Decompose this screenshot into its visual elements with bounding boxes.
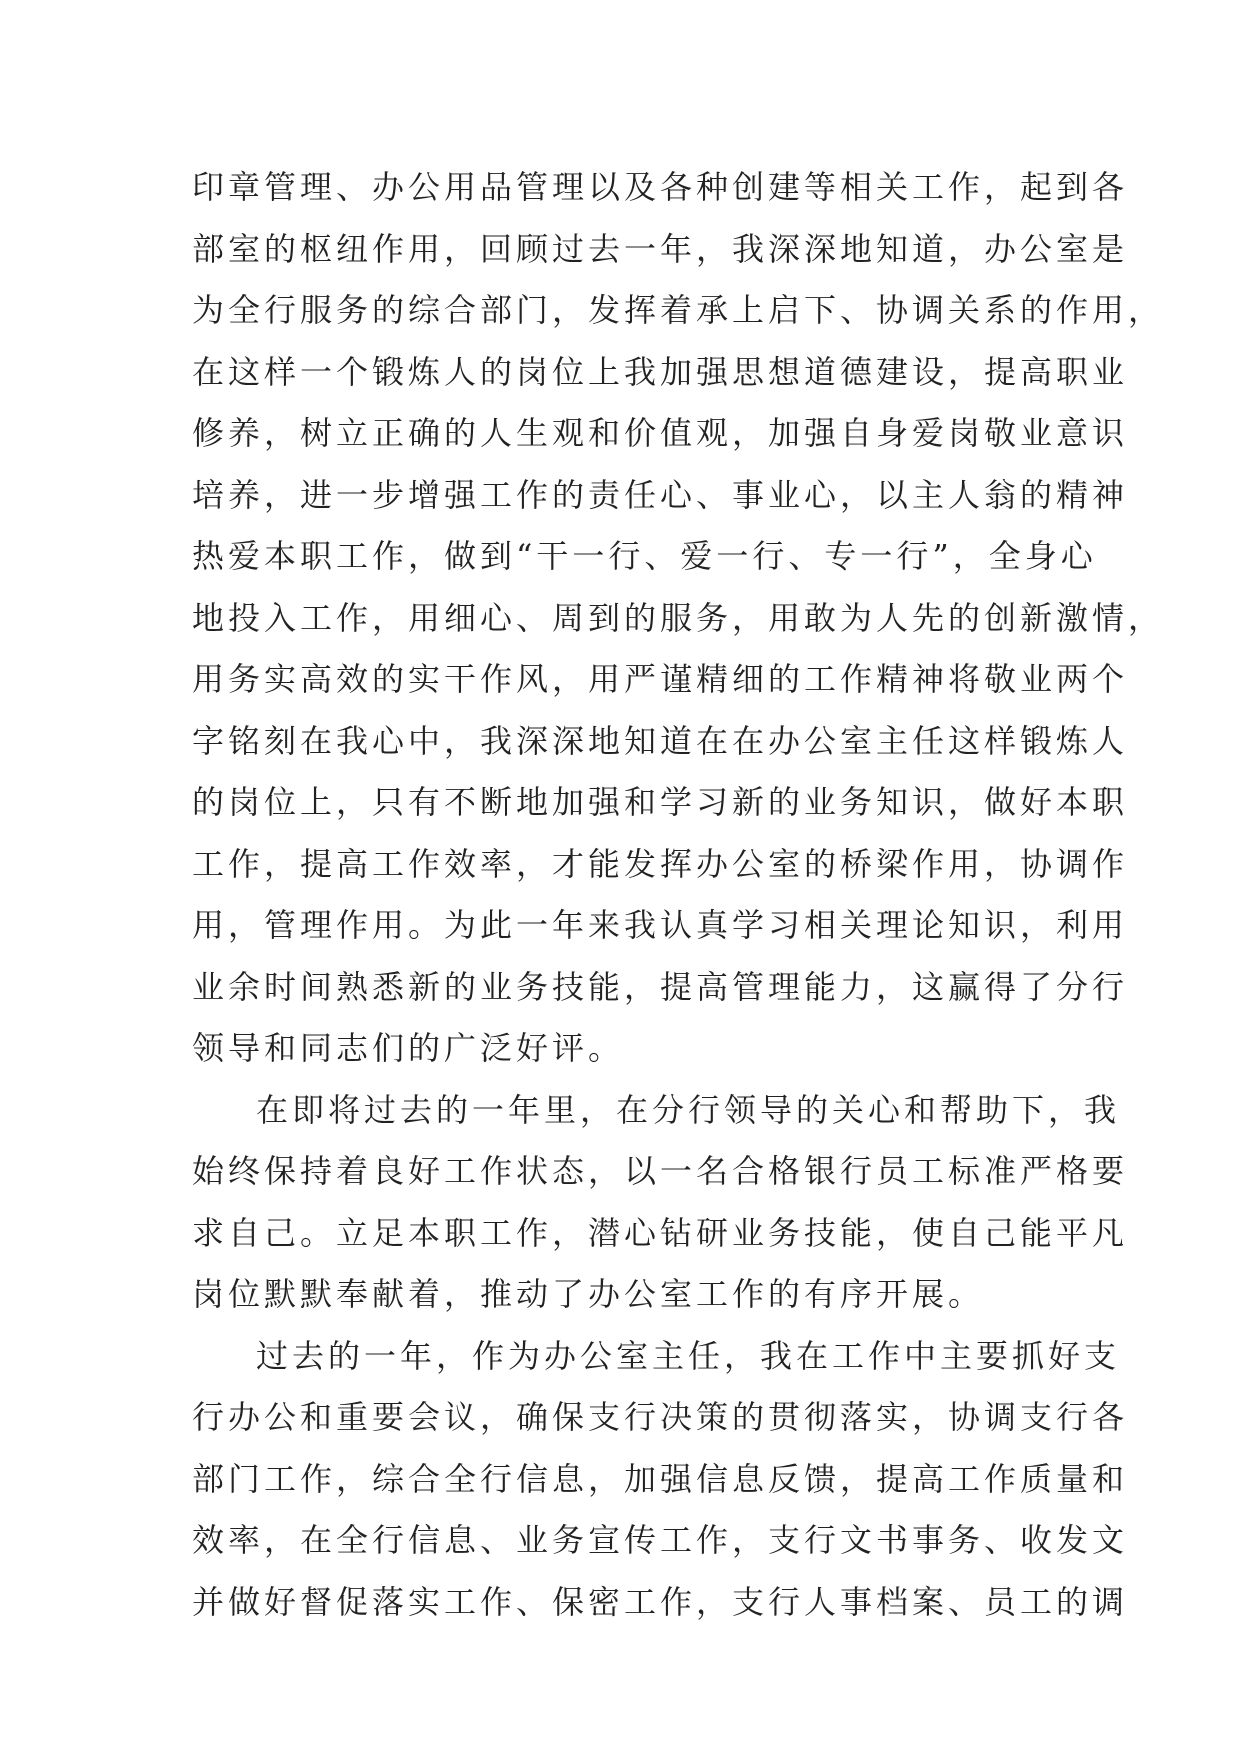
text-line: 岗位默默奉献着，推动了办公室工作的有序开展。 bbox=[192, 1275, 985, 1313]
text-line: 字铭刻在我心中，我深深地知道在在办公室主任这样锻炼人 bbox=[192, 721, 1129, 760]
text-line: 印章管理、办公用品管理以及各种创建等相关工作，起到各 bbox=[192, 168, 1129, 206]
paragraph-first-line: 在即将过去的一年里，在分行领导的关心和帮助下，我 bbox=[256, 1090, 1121, 1129]
text-line: 用，管理作用。为此一年来我认真学习相关理论知识，利用 bbox=[192, 906, 1129, 944]
text-line: 在这样一个锻炼人的岗位上我加强思想道德建设，提高职业 bbox=[192, 352, 1129, 391]
text-line: 行办公和重要会议，确保支行决策的贯彻落实，协调支行各 bbox=[192, 1398, 1129, 1436]
text-line: 求自己。立足本职工作，潜心钻研业务技能，使自己能平凡 bbox=[192, 1213, 1129, 1252]
paragraph-first-line: 过去的一年，作为办公室主任，我在工作中主要抓好支 bbox=[256, 1336, 1121, 1375]
text-line: 为全行服务的综合部门，发挥着承上启下、协调关系的作用， bbox=[192, 291, 1165, 329]
text-line: 业余时间熟悉新的业务技能，提高管理能力，这赢得了分行 bbox=[192, 967, 1129, 1006]
text-line: 修养，树立正确的人生观和价值观，加强自身爱岗敬业意识 bbox=[192, 414, 1129, 452]
text-line: 工作，提高工作效率，才能发挥办公室的桥梁作用，协调作 bbox=[192, 844, 1129, 883]
text-line: 热爱本职工作，做到“干一行、爱一行、专一行”，全身心 bbox=[192, 537, 1097, 575]
text-line: 用务实高效的实干作风，用严谨精细的工作精神将敬业两个 bbox=[192, 660, 1129, 698]
text-line: 部室的枢纽作用，回顾过去一年，我深深地知道，办公室是 bbox=[192, 229, 1129, 268]
text-line: 部门工作，综合全行信息，加强信息反馈，提高工作质量和 bbox=[192, 1459, 1129, 1498]
text-line: 效率，在全行信息、业务宣传工作，支行文书事务、收发文 bbox=[192, 1521, 1129, 1559]
body-text bbox=[192, 157, 1165, 1633]
text-line: 的岗位上，只有不断地加强和学习新的业务知识，做好本职 bbox=[192, 783, 1129, 821]
text-line: 培养，进一步增强工作的责任心、事业心，以主人翁的精神 bbox=[192, 475, 1129, 514]
text-line: 地投入工作，用细心、周到的服务，用敢为人先的创新激情， bbox=[192, 598, 1165, 637]
text-line: 领导和同志们的广泛好评。 bbox=[192, 1029, 625, 1067]
text-line: 并做好督促落实工作、保密工作，支行人事档案、员工的调 bbox=[192, 1582, 1129, 1621]
text-line: 始终保持着良好工作状态，以一名合格银行员工标准严格要 bbox=[192, 1152, 1129, 1190]
